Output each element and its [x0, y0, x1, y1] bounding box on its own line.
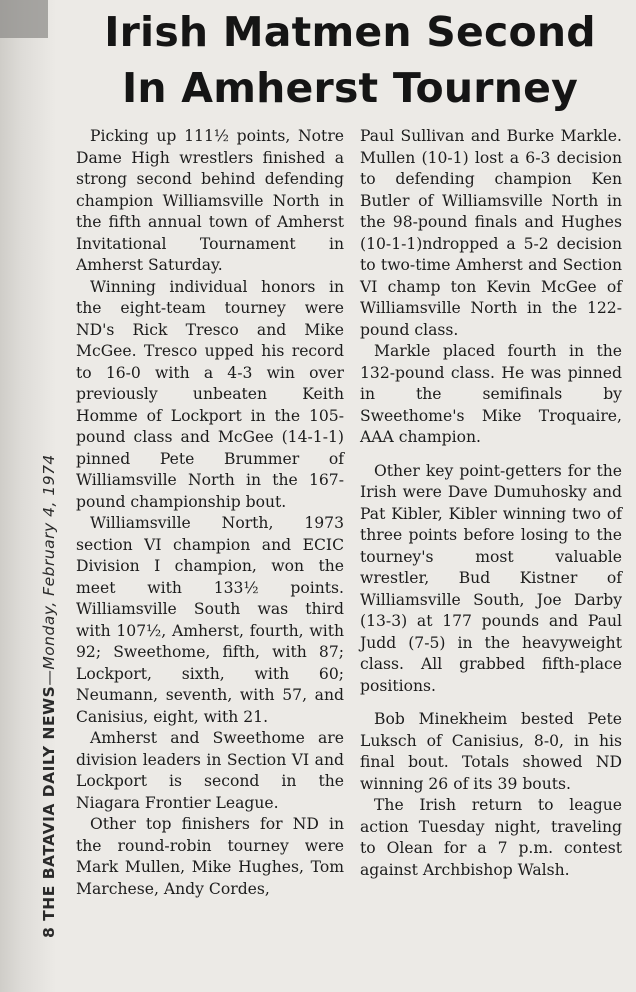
paragraph: Markle placed fourth in the 132-pound class. He was pinned in the semifinals by Sweethome's Mike Troquaire, AAA champion.	[360, 342, 622, 446]
headline	[80, 4, 620, 116]
paragraph: Bob Minekheim bested Pete Luksch of Canisius, 8-0, in his final bout. Totals showed ND winning 26 of its 39 bouts.	[360, 710, 622, 793]
publication-name: 8 THE BATAVIA DAILY NEWS	[40, 685, 58, 938]
article-column-left	[76, 126, 344, 900]
paragraph: Amherst and Sweethome are division leaders in Section VI and Lockport is second in the Niagara Frontier League.	[76, 729, 344, 812]
paragraph: Winning individual honors in the eight-team tourney were ND's Rick Tresco and Mike McGee. Tresco upped his record to 16-0 with a 4-3 win over previously unbeaten Keith Homme of Lockport in the 105-pound class and McGee (14-1-1) pinned Pete Brummer of Williamsville North in the 167-pound championship bout.	[76, 277, 344, 511]
paragraph: Other key point-getters for the Irish were Dave Dumuhosky and Pat Kibler, Kibler winning two of three points before losing to the tourney's most valuable wrestler, Bud Kistner of Williamsville South, Joe Darby (13-3) at 177 pounds and Paul Judd (7-5) in the heavyweight class. All grabbed fifth-place positions.	[360, 461, 622, 695]
article-column-right	[360, 126, 622, 881]
paragraph: The Irish return to league action Tuesday night, traveling to Olean for a 7 p.m. contest against Archbishop Walsh.	[360, 796, 622, 879]
running-footer	[40, 368, 58, 938]
publication-date: —Monday, February 4, 1974	[40, 454, 58, 686]
scan-smudge	[0, 0, 48, 38]
paragraph: Paul Sullivan and Burke Markle. Mullen (10-1) lost a 6-3 decision to defending champion Ken Butler of Williamsville North in the 98-pound finals and Hughes (10-1-1)ndropped a 5-2 decision to two-time Amherst and Section VI champ ton Kevin McGee of Williamsville North in the 122-pound class.	[360, 127, 622, 339]
paragraph: Other top finishers for ND in the round-robin tourney were Mark Mullen, Mike Hughes, Tom Marchese, Andy Cordes,	[76, 815, 344, 898]
headline-line-2: In Amherst Tourney	[121, 64, 579, 112]
paragraph: Williamsville North, 1973 section VI champion and ECIC Division I champion, won the meet with 133½ points. Williamsville South was third with 107½, Amherst, fourth, with 92; Sweethome, fifth, with 87; Lockport, sixth, with 60; Neumann, seventh, with 57, and Canisius, eight, with 21.	[76, 514, 344, 726]
paragraph: Picking up 111½ points, Notre Dame High wrestlers finished a strong second behind defending champion Williamsville North in the fifth annual town of Amherst Invitational Tournament in Amherst Saturday.	[76, 127, 344, 274]
headline-line-1: Irish Matmen Second	[104, 8, 596, 56]
